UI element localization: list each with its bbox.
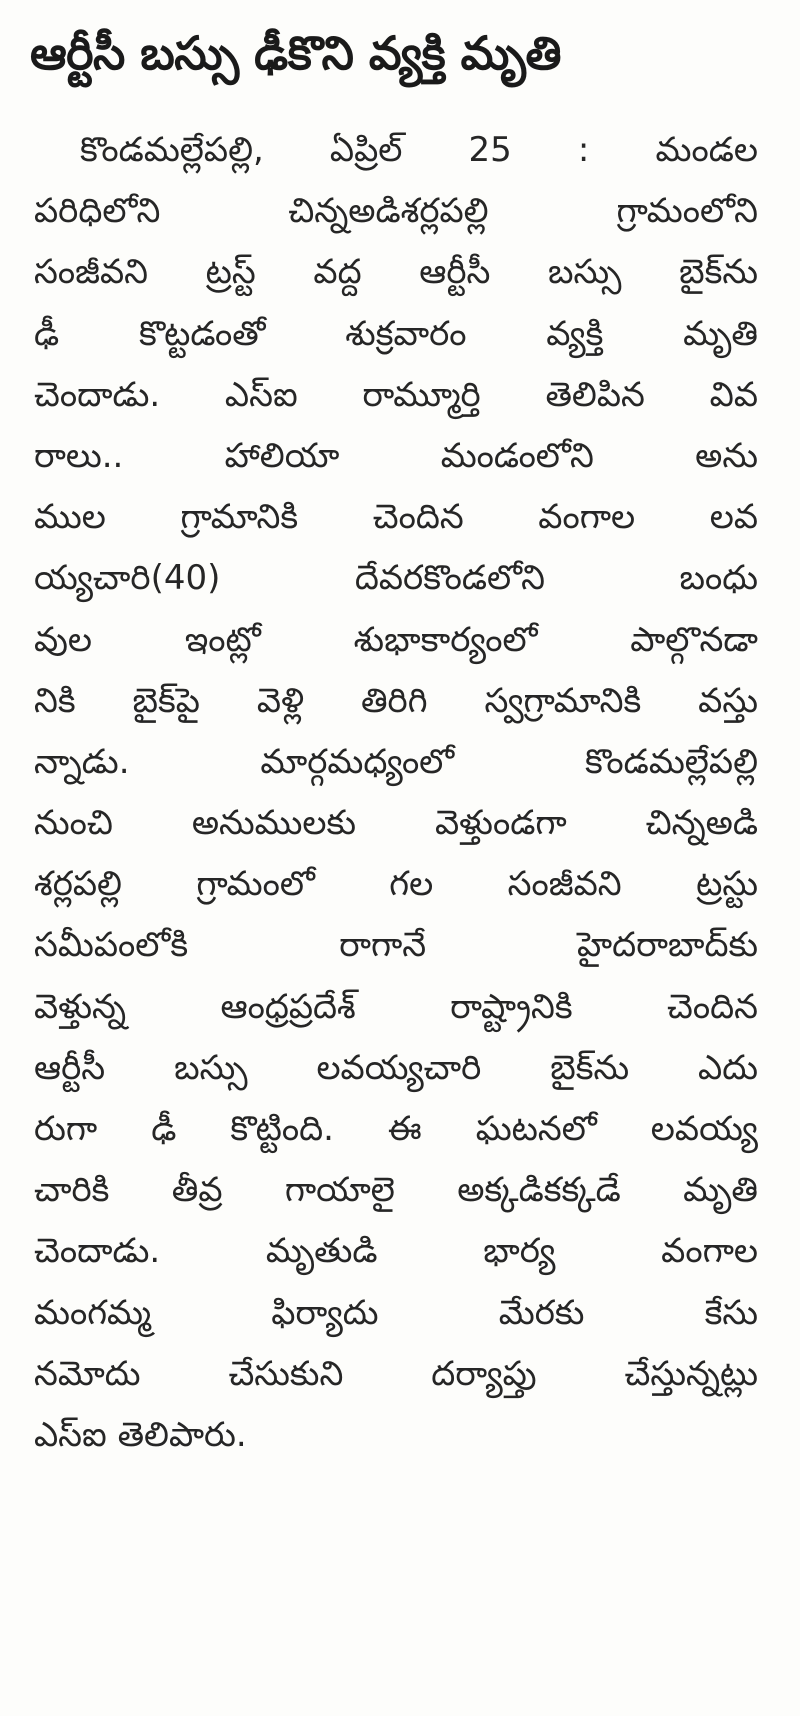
article-line: రుగా ఢీ కొట్టింది. ఈ ఘటనలో లవయ్య [34,1109,758,1149]
article-line: చెందాడు. ఎస్ఐ రామ్మూర్తి తెలిపిన వివ [34,374,758,415]
article-line: వుల ఇంట్లో శుభాకార్యంలో పాల్గొనడా [34,619,758,660]
headline: ఆర్టీసీ బస్సు ఢీకొని వ్యక్తి మృతి [30,26,561,80]
article-line: నికి బైక్‌పై వెళ్లి తిరిగి స్వగ్రామానికి వస్తు [34,680,758,721]
article-line: ఆర్టీసీ బస్సు లవయ్యచారి బైక్‌ను ఎదు [34,1047,758,1088]
article-line: మంగమ్మ ఫిర్యాదు మేరకు కేసు [34,1292,758,1333]
article-line: చారికి తీవ్ర గాయాలై అక్కడికక్కడే మృతి [34,1170,758,1211]
article-line: ఢీ కొట్టడంతో శుక్రవారం వ్యక్తి మృతి [34,313,758,354]
article-line: ముల గ్రామానికి చెందిన వంగాల లవ [34,497,758,538]
article-line: సమీపంలోకి రాగానే హైదరాబాద్‌కు [34,925,758,966]
article-line: వెళ్తున్న ఆంధ్రప్రదేశ్ రాష్ట్రానికి చెందిన [34,986,758,1027]
article-line: శర్లపల్లి గ్రామంలో గల సంజీవని ట్రస్టు [34,864,758,905]
article-line: పరిధిలోని చిన్నఅడిశర్లపల్లి గ్రామంలోని [34,191,758,232]
article-body [34,120,758,1466]
article-line: రాలు.. హాలియా మండంలోని అను [34,435,758,476]
article-line: కొండమల్లేపల్లి, ఏప్రిల్ 25 : మండల [80,130,758,170]
article-line: చెందాడు. మృతుడి భార్య వంగాల [34,1231,758,1272]
article-line: నుంచి అనుములకు వెళ్తుండగా చిన్నఅడి [34,803,758,844]
article-line: య్యచారి(40) దేవరకొండలోని బంధు [34,558,758,599]
article-line: న్నాడు. మార్గమధ్యంలో కొండమల్లేపల్లి [34,741,758,782]
article-line: నమోదు చేసుకుని దర్యాప్తు చేస్తున్నట్లు [34,1353,758,1394]
article-line: ఎస్ఐ తెలిపారు. [34,1414,247,1455]
article-line: సంజీవని ట్రస్ట్ వద్ద ఆర్టీసీ బస్సు బైక్‌ను [34,252,758,293]
